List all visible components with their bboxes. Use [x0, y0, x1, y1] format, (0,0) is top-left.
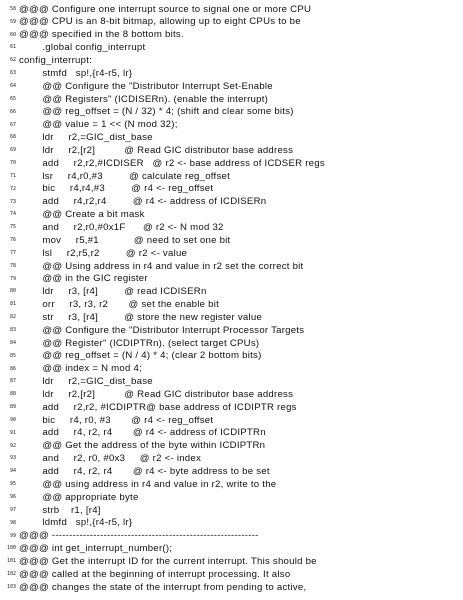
- line-code-text: add r2,r2, #ICDIPTR@ base address of ICDIPTR regs: [19, 401, 297, 413]
- code-line: [0, 80, 463, 93]
- line-number: 71: [9, 172, 16, 179]
- line-number: 61: [9, 44, 16, 51]
- code-line: [0, 273, 463, 286]
- line-code-text: add r4, r2, r4 @ r4 <- byte address to be set: [19, 466, 270, 477]
- line-code-text: @@ Configure the "Distributor Interrupt Processor Targets: [19, 324, 305, 336]
- line-number: 97: [9, 506, 16, 513]
- code-line: [0, 375, 463, 388]
- line-code-text: str r3, [r4] @ store the new register value: [19, 311, 263, 323]
- line-number: 80: [9, 288, 16, 295]
- line-code-text: ldr r2,[r2] @ Read GIC distributor base address: [19, 388, 294, 400]
- code-line: [0, 350, 463, 363]
- line-number: 95: [9, 481, 16, 488]
- code-line: [0, 106, 463, 119]
- line-code-text: bic r4,r4,#3 @ r4 <- reg_offset: [19, 183, 214, 195]
- code-line: [0, 16, 463, 29]
- line-number: 83: [9, 327, 16, 334]
- line-code-text: add r4,r2,r4 @ r4 <- address of ICDISERn: [19, 196, 267, 208]
- line-code-text: @@ Using address in r4 and value in r2 set the correct bit: [19, 260, 304, 272]
- code-line: [0, 504, 463, 517]
- line-code-text: .global config_interrupt: [19, 42, 146, 54]
- code-line: [0, 530, 463, 543]
- line-number: 62: [9, 57, 16, 64]
- line-code-text: strb r1, [r4]: [19, 504, 101, 516]
- code-line: [0, 131, 463, 144]
- line-number: 90: [9, 416, 16, 423]
- line-number: 73: [9, 198, 16, 205]
- code-line: [0, 414, 463, 427]
- line-code-text: @@@ changes the state of the interrupt from pending to active,: [19, 581, 307, 593]
- line-number: 102: [6, 571, 16, 578]
- code-line: [0, 196, 463, 209]
- line-code-text: ldr r2,[r2] @ Read GIC distributor base address: [19, 144, 294, 156]
- line-number: 67: [9, 121, 16, 128]
- code-line: [0, 401, 463, 414]
- code-line: [0, 93, 463, 106]
- line-number: 60: [9, 31, 16, 38]
- line-code-text: @@ Configure the "Distributor Interrupt Set-Enable: [19, 80, 273, 92]
- code-line: [0, 478, 463, 491]
- code-line: [0, 298, 463, 311]
- line-code-text: ldr r3, [r4] @ read ICDISERn: [19, 286, 207, 298]
- code-line: [0, 183, 463, 196]
- line-code-text: add r2,r2,#ICDISER @ r2 <- base address of ICDSER regs: [19, 157, 325, 169]
- code-line: [0, 324, 463, 337]
- code-line: [0, 221, 463, 234]
- code-line: [0, 3, 463, 16]
- line-number: 91: [9, 429, 16, 436]
- line-number: 101: [6, 558, 16, 565]
- line-number: 65: [9, 95, 16, 102]
- code-line: [0, 581, 463, 594]
- code-line: [0, 247, 463, 260]
- line-code-text: bic r4, r0, #3 @ r4 <- reg_offset: [19, 414, 214, 426]
- line-code-text: @@ reg_offset = (N / 4) * 4; (clear 2 bottom bits): [19, 350, 262, 362]
- code-line: [0, 337, 463, 350]
- line-number: 63: [9, 70, 16, 77]
- line-number: 103: [6, 583, 16, 590]
- line-number: 78: [9, 262, 16, 269]
- code-line: [0, 286, 463, 299]
- code-line: [0, 363, 463, 376]
- line-number: 89: [9, 404, 16, 411]
- code-line: [0, 440, 463, 453]
- code-line: [0, 427, 463, 440]
- code-line: [0, 119, 463, 132]
- line-number: 76: [9, 237, 16, 244]
- line-number: 72: [9, 185, 16, 192]
- line-number: 70: [9, 160, 16, 167]
- line-number: 85: [9, 352, 16, 359]
- line-number: 66: [9, 108, 16, 115]
- code-listing: [0, 3, 463, 594]
- line-number: 59: [9, 18, 16, 25]
- line-code-text: @@ using address in r4 and value in r2, write to the: [19, 478, 277, 490]
- code-line: [0, 209, 463, 222]
- line-code-text: ldr r2,=GIC_dist_base: [19, 132, 153, 144]
- code-line: [0, 453, 463, 466]
- line-code-text: @@ Get the address of the byte within ICDIPTRn: [19, 440, 266, 452]
- line-number: 82: [9, 314, 16, 321]
- line-code-text: @@ Create a bit mask: [19, 209, 145, 221]
- line-number: 75: [9, 224, 16, 231]
- line-number: 69: [9, 147, 16, 154]
- line-code-text: orr r3, r3, r2 @ set the enable bit: [19, 299, 220, 311]
- line-number: 74: [9, 211, 16, 218]
- code-line: [0, 170, 463, 183]
- code-line: [0, 388, 463, 401]
- line-number: 77: [9, 249, 16, 256]
- line-code-text: add r4, r2, r4 @ r4 <- address of ICDIPTRn: [19, 427, 266, 439]
- code-line: [0, 465, 463, 478]
- code-line: [0, 491, 463, 504]
- line-number: 98: [9, 519, 16, 526]
- line-number: 88: [9, 391, 16, 398]
- line-code-text: lsl r2,r5,r2 @ r2 <- value: [19, 247, 188, 259]
- line-number: 68: [9, 134, 16, 141]
- line-code-text: @@@ Configure one interrupt source to signal one or more CPU: [19, 3, 312, 15]
- line-number: 64: [9, 82, 16, 89]
- line-code-text: @@@ Get the interrupt ID for the current interrupt. This should be: [19, 555, 317, 567]
- line-code-text: @@ index = N mod 4;: [19, 363, 143, 375]
- line-code-text: ldr r2,=GIC_dist_base: [19, 376, 153, 388]
- code-line: [0, 555, 463, 568]
- line-code-text: @@@ called at the beginning of interrupt processing. It also: [19, 568, 291, 580]
- line-code-text: @@ Register" (ICDIPTRn). (select target CPUs): [19, 337, 260, 349]
- line-number: 86: [9, 365, 16, 372]
- line-number: 84: [9, 339, 16, 346]
- line-code-text: @@ Registers" (ICDISERn). (enable the interrupt): [19, 93, 269, 105]
- line-number: 92: [9, 442, 16, 449]
- line-code-text: @@ reg_offset = (N / 32) * 4; (shift and clear some bits): [19, 106, 294, 118]
- code-line: [0, 157, 463, 170]
- line-number: 94: [9, 468, 16, 475]
- code-line: [0, 54, 463, 67]
- line-number: 100: [6, 545, 16, 552]
- code-line: [0, 568, 463, 581]
- line-code-text: ldmfd sp!,{r4-r5, lr}: [19, 517, 133, 529]
- line-number: 81: [9, 301, 16, 308]
- code-line: [0, 29, 463, 42]
- code-line: [0, 517, 463, 530]
- line-code-text: @@@ ------------------------------------------------------------: [19, 530, 259, 542]
- line-number: 99: [9, 532, 16, 539]
- line-number: 96: [9, 493, 16, 500]
- line-code-text: @@@ CPU is an 8-bit bitmap, allowing up to eight CPUs to be: [19, 16, 301, 28]
- line-code-text: config_interrupt:: [19, 55, 93, 66]
- line-code-text: @@ appropriate byte: [19, 491, 139, 503]
- line-code-text: mov r5,#1 @ need to set one bit: [19, 234, 231, 246]
- line-code-text: stmfd sp!,{r4-r5, lr}: [19, 67, 133, 79]
- line-code-text: @@ value = 1 << (N mod 32);: [19, 119, 178, 131]
- line-code-text: @@@ specified in the 8 bottom bits.: [19, 29, 184, 41]
- line-number: 58: [9, 5, 16, 12]
- code-line: [0, 67, 463, 80]
- line-code-text: @@@ int get_interrupt_number();: [19, 543, 173, 555]
- line-number: 87: [9, 378, 16, 385]
- line-number: 93: [9, 455, 16, 462]
- code-line: [0, 542, 463, 555]
- code-line: [0, 260, 463, 273]
- code-line: [0, 234, 463, 247]
- code-line: [0, 42, 463, 55]
- line-code-text: and r2, r0, #0x3 @ r2 <- index: [19, 453, 202, 465]
- code-line: [0, 311, 463, 324]
- code-line: [0, 144, 463, 157]
- line-number: 79: [9, 275, 16, 282]
- line-code-text: lsr r4,r0,#3 @ calculate reg_offset: [19, 170, 231, 182]
- line-code-text: and r2,r0,#0x1F @ r2 <- N mod 32: [19, 221, 224, 233]
- line-code-text: @@ in the GIC register: [19, 273, 148, 285]
